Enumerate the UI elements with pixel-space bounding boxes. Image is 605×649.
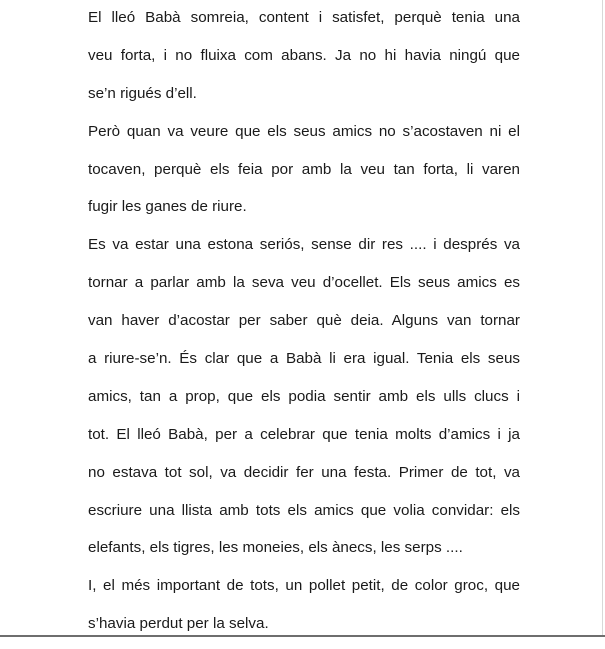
page-bottom-edge [0, 635, 605, 637]
text-line: se’n rigués d’ell. [88, 84, 197, 102]
text-line: El lleó Babà somreia, content i satisfet, perquè tenia una [88, 9, 520, 26]
text-line: amics, tan a prop, que els podia sentir amb els ulls clucs i [88, 387, 520, 405]
text-line: escriure una llista amb tots els amics que volia convidar: els [88, 501, 520, 519]
text-line: s’havia perdut per la selva. [88, 615, 269, 633]
text-line: veu forta, i no fluixa com abans. Ja no hi havia ningú que [88, 46, 520, 64]
text-line: tornar a parlar amb la seva veu d’ocellet. Els seus amics es [88, 274, 520, 292]
text-line: van haver d’acostar per saber què deia. Alguns van tornar [88, 312, 520, 330]
text-line: fugir les ganes de riure. [88, 198, 247, 216]
text-line: tocaven, perquè els feia por amb la veu tan forta, li varen [88, 160, 520, 178]
text-line: Es va estar una estona seriós, sense dir res .... i després va [88, 236, 520, 254]
text-line: I, el més important de tots, un pollet petit, de color groc, que [88, 577, 520, 595]
text-line: Però quan va veure que els seus amics no s’acostaven ni el [88, 122, 520, 140]
story-text [88, 5, 520, 649]
page-right-edge [602, 0, 603, 637]
text-line: tot. El lleó Babà, per a celebrar que tenia molts d’amics i ja [88, 425, 520, 443]
text-line: elefants, els tigres, les moneies, els ànecs, les serps .... [88, 539, 463, 557]
text-line: no estava tot sol, va decidir fer una festa. Primer de tot, va [88, 463, 520, 481]
text-line: a riure-se’n. És clar que a Babà li era igual. Tenia els seus [88, 350, 520, 368]
